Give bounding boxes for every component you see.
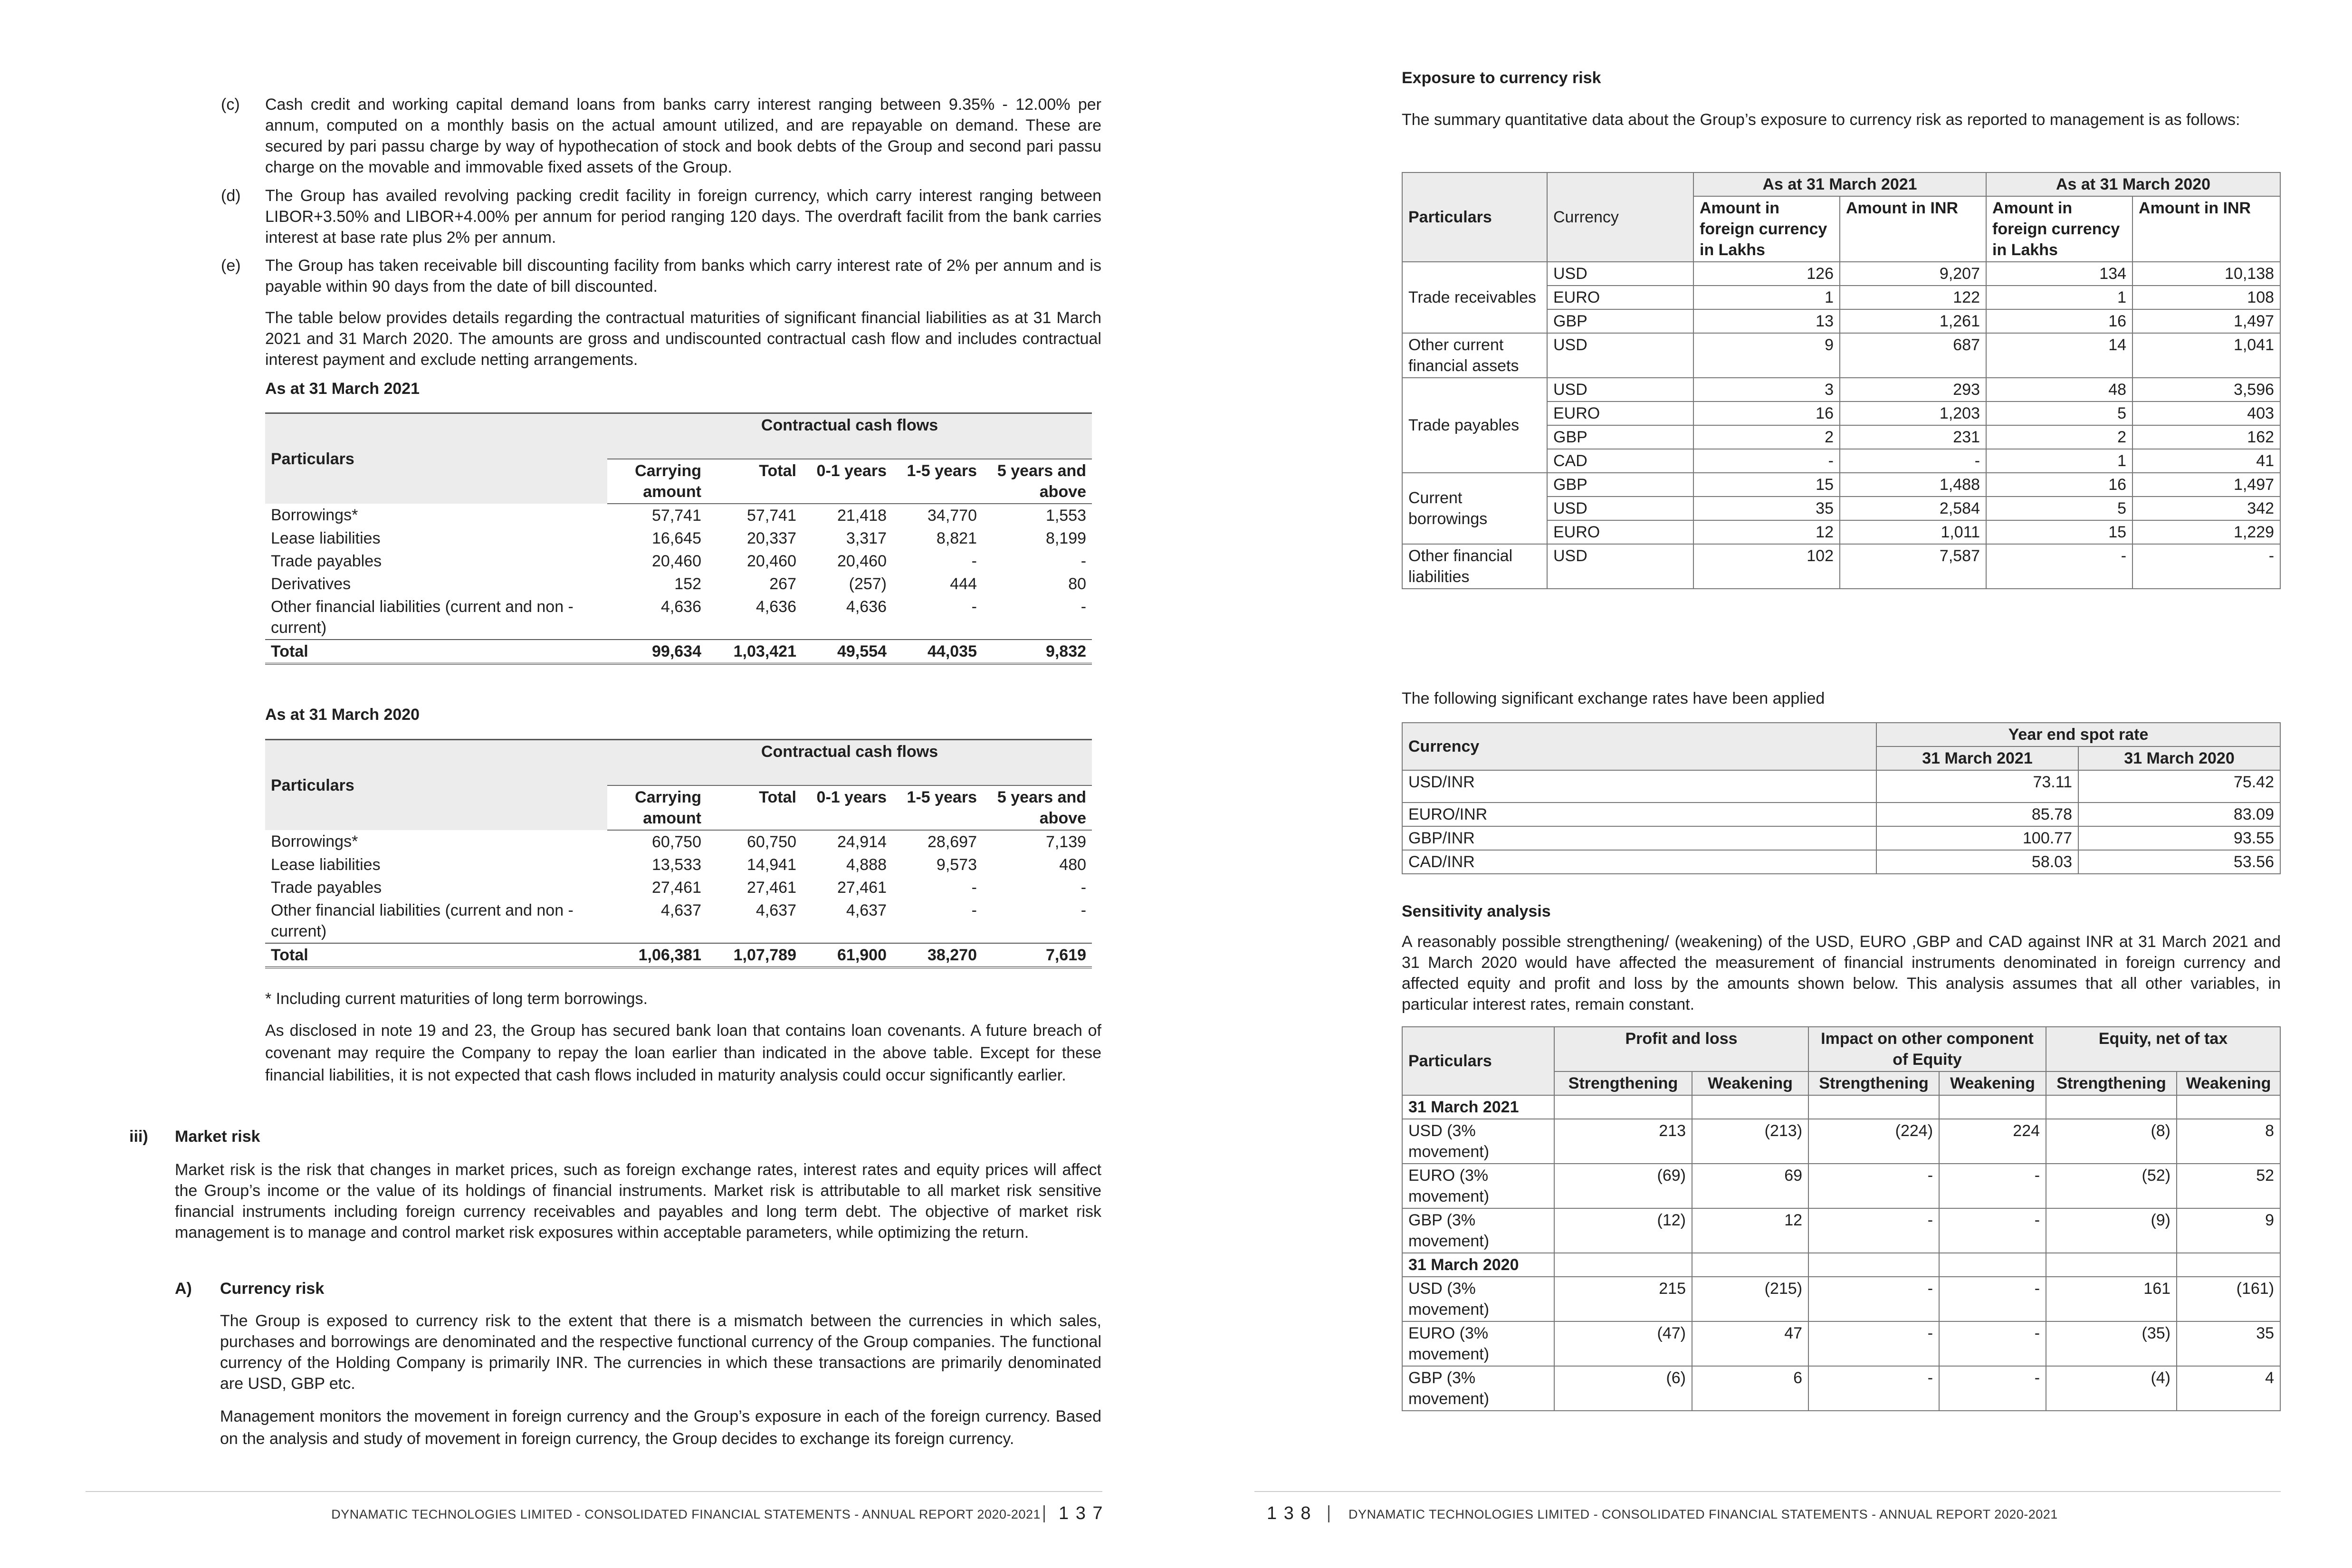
cell: (9) bbox=[2046, 1208, 2177, 1253]
cell: 20,460 bbox=[747, 552, 796, 570]
cell: 1,03,421 bbox=[707, 640, 802, 664]
cell: 4,888 bbox=[846, 856, 887, 874]
cell: 1 bbox=[1986, 286, 2132, 309]
cell: 122 bbox=[1840, 286, 1986, 309]
currency-cell: USD bbox=[1547, 333, 1693, 378]
cell: - bbox=[971, 552, 977, 570]
row-label: Borrowings* bbox=[271, 832, 358, 851]
cell: 444 bbox=[950, 575, 977, 593]
particulars-header: Particulars bbox=[1402, 1027, 1554, 1095]
exposure-heading: Exposure to currency risk bbox=[1402, 69, 1601, 87]
exposure-intro: The summary quantitative data about the Group’s exposure to currency risk as reported to management is as follows: bbox=[1402, 111, 2240, 129]
currency-cell: USD bbox=[1547, 544, 1693, 589]
market-risk-heading: Market risk bbox=[175, 1128, 260, 1146]
cell: 8,821 bbox=[936, 529, 977, 547]
cell: 99,634 bbox=[607, 640, 707, 664]
cell: 1,07,789 bbox=[707, 943, 802, 967]
row-label: Other financial liabilities (current and non - current) bbox=[271, 901, 574, 940]
cell: 4,637 bbox=[755, 901, 796, 919]
cell: (35) bbox=[2046, 1321, 2177, 1366]
sensitivity-text: A reasonably possible strengthening/ (weakening) of the USD, EURO ,GBP and CAD against INR at 31 March 2021 and 31 March 2020 would have affected the measurement of financial instruments denominated in foreign currency and affected equity and profit and loss by the amounts shown below. This analysis assumes that all other variables, in particular interest rates, remain constant. bbox=[1402, 933, 2281, 1013]
cell: - bbox=[1808, 1164, 1939, 1208]
cell: 5 bbox=[1986, 402, 2132, 425]
contractual-cash-flows-header: Contractual cash flows bbox=[761, 743, 938, 761]
section-label: 31 March 2021 bbox=[1402, 1095, 1554, 1119]
row-label: Other financial liabilities (current and non - current) bbox=[271, 598, 574, 637]
cell: - bbox=[1939, 1208, 2046, 1253]
currency-cell: USD bbox=[1547, 262, 1693, 286]
profit-loss-header: Profit and loss bbox=[1554, 1027, 1808, 1071]
cell: 224 bbox=[1939, 1119, 2046, 1164]
cell: 93.55 bbox=[2078, 826, 2280, 850]
page-number-right: 1 3 8 bbox=[1267, 1503, 1312, 1523]
table-row bbox=[1402, 770, 2280, 803]
cell: 100.77 bbox=[1876, 826, 2078, 850]
particulars-header: Particulars bbox=[271, 449, 354, 468]
cell: 73.11 bbox=[1876, 770, 2078, 803]
col-carrying-amount: Carrying amount bbox=[607, 459, 707, 504]
cell: - bbox=[971, 901, 977, 919]
rate-label: CAD/INR bbox=[1402, 850, 1876, 874]
cell: 2 bbox=[1986, 425, 2132, 449]
maturity-table-2021 bbox=[265, 412, 1092, 665]
section-row bbox=[1402, 1095, 2280, 1119]
cell: - bbox=[1080, 598, 1087, 616]
cell: 215 bbox=[1554, 1277, 1692, 1321]
table-row bbox=[1402, 262, 2280, 286]
covenant-text: As disclosed in note 19 and 23, the Group has secured bank loan that contains loan covenants. A future breach of covenant may require the Company to repay the loan earlier than indicated in the above table. Except for these financial liabilities, it is not expected that cash flows included in maturity analysis could occur significantly earlier. bbox=[265, 1022, 1101, 1084]
col-foreign-2021: Amount in foreign currency in Lakhs bbox=[1693, 196, 1840, 262]
col-2021: 31 March 2021 bbox=[1876, 746, 2078, 770]
table-2020-heading: As at 31 March 2020 bbox=[265, 706, 420, 724]
sensitivity-table bbox=[1402, 1026, 2281, 1411]
maturity-intro: The table below provides details regarding the contractual maturities of significant financial liabilities as at 31 March 2021 and 31 March 2020. The amounts are gross and undiscounted contractual cash flow and includes contractual interest payment and exclude netting arrangements. bbox=[265, 309, 1101, 369]
cell: 1 bbox=[1693, 286, 1840, 309]
note-e-text: The Group has taken receivable bill discounting facility from banks which carry interest rate of 2% per annum and is payable within 90 days from the date of bill discounted. bbox=[265, 257, 1101, 296]
cell: 9 bbox=[1693, 333, 1840, 378]
col-weakening: Weakening bbox=[1939, 1071, 2046, 1095]
group-label: Current borrowings bbox=[1402, 473, 1547, 544]
row-label: USD (3% movement) bbox=[1402, 1119, 1554, 1164]
particulars-header: Particulars bbox=[271, 776, 354, 794]
cell: 27,461 bbox=[747, 879, 796, 897]
maturity-table-2020 bbox=[265, 739, 1092, 968]
cell: (69) bbox=[1554, 1164, 1692, 1208]
currency-header: Currency bbox=[1402, 723, 1876, 770]
cell: - bbox=[2132, 544, 2280, 589]
contractual-cash-flows-header: Contractual cash flows bbox=[761, 416, 938, 434]
footer-left-text: DYNAMATIC TECHNOLOGIES LIMITED - CONSOLIDATED FINANCIAL STATEMENTS - ANNUAL REPORT 2020-2021 bbox=[331, 1507, 1041, 1521]
currency-cell: EURO bbox=[1547, 520, 1693, 544]
note-d-text: The Group has availed revolving packing credit facility in foreign currency, which carry interest ranging between LIBOR+3.50% and LIBOR+4.00% per annum for period ranging 120 days. The overdraft facilit from the bank carries interest at base rate plus 2% per annum. bbox=[265, 187, 1101, 247]
cell: - bbox=[1939, 1277, 2046, 1321]
table-row bbox=[1402, 826, 2280, 850]
currency-cell: GBP bbox=[1547, 309, 1693, 333]
rates-intro: The following significant exchange rates have been applied bbox=[1402, 689, 1825, 708]
note-c-label: (c) bbox=[221, 96, 240, 114]
cell: 16,645 bbox=[652, 529, 701, 547]
cell: 4 bbox=[2177, 1366, 2280, 1411]
cell: 60,750 bbox=[652, 833, 701, 851]
cell: 9,832 bbox=[983, 640, 1092, 664]
group-label: Other financial liabilities bbox=[1402, 544, 1547, 589]
cell: - bbox=[1080, 901, 1087, 919]
rate-label: GBP/INR bbox=[1402, 826, 1876, 850]
cell: 47 bbox=[1692, 1321, 1808, 1366]
col-strengthening: Strengthening bbox=[1808, 1071, 1939, 1095]
table-row bbox=[265, 876, 1092, 899]
cell: 15 bbox=[1986, 520, 2132, 544]
cell: - bbox=[1986, 544, 2132, 589]
cell: 12 bbox=[1692, 1208, 1808, 1253]
cell: 7,587 bbox=[1840, 544, 1986, 589]
col-foreign-2020: Amount in foreign currency in Lakhs bbox=[1986, 196, 2132, 262]
cell: 2 bbox=[1693, 425, 1840, 449]
table-row bbox=[1402, 1119, 2280, 1164]
cell: (6) bbox=[1554, 1366, 1692, 1411]
row-label: Lease liabilities bbox=[271, 856, 381, 874]
cell: 48 bbox=[1986, 378, 2132, 402]
cell: 3,596 bbox=[2132, 378, 2280, 402]
col-weakening: Weakening bbox=[1692, 1071, 1808, 1095]
currency-risk-heading: Currency risk bbox=[220, 1280, 325, 1298]
cell: 9,573 bbox=[936, 856, 977, 874]
cell: 2,584 bbox=[1840, 497, 1986, 520]
group-label: Trade receivables bbox=[1402, 262, 1547, 333]
cell: (47) bbox=[1554, 1321, 1692, 1366]
cell: 13 bbox=[1693, 309, 1840, 333]
cell: 52 bbox=[2177, 1164, 2280, 1208]
cell: - bbox=[1808, 1277, 1939, 1321]
row-label: Total bbox=[265, 640, 607, 664]
footer-rule-left bbox=[86, 1491, 1102, 1492]
row-label: EURO (3% movement) bbox=[1402, 1164, 1554, 1208]
cell: (257) bbox=[849, 575, 887, 593]
currency-cell: EURO bbox=[1547, 286, 1693, 309]
cell: 1,203 bbox=[1840, 402, 1986, 425]
market-risk-text: Market risk is the risk that changes in market prices, such as foreign exchange rates, interest rates and equity prices will affect the Group’s income or the value of its holdings of financial instruments. Market risk is attributable to all market risk sensitive financial instruments including foreign currency receivables and payables and long term debt. The objective of market risk management is to manage and control market risk exposures within acceptable parameters, while optimizing the return. bbox=[175, 1161, 1101, 1242]
cell: 4,637 bbox=[660, 901, 701, 919]
cell: 3,317 bbox=[846, 529, 887, 547]
cell: 6 bbox=[1692, 1366, 1808, 1411]
col-5-years-above: 5 years and above bbox=[983, 459, 1092, 504]
table-row bbox=[265, 899, 1092, 943]
table-2021-heading: As at 31 March 2021 bbox=[265, 380, 420, 398]
footer-divider-right bbox=[1328, 1505, 1329, 1522]
cell: 5 bbox=[1986, 497, 2132, 520]
rate-label: EURO/INR bbox=[1402, 803, 1876, 826]
cell: 403 bbox=[2132, 402, 2280, 425]
currency-cell: CAD bbox=[1547, 449, 1693, 473]
cell: 10,138 bbox=[2132, 262, 2280, 286]
col-1-5-years: 1-5 years bbox=[892, 785, 983, 830]
row-label: Total bbox=[265, 943, 607, 967]
cell: 41 bbox=[2132, 449, 2280, 473]
cell: 85.78 bbox=[1876, 803, 2078, 826]
rate-label: USD/INR bbox=[1402, 770, 1876, 803]
cell: 161 bbox=[2046, 1277, 2177, 1321]
cell: 4,637 bbox=[846, 901, 887, 919]
cell: (224) bbox=[1808, 1119, 1939, 1164]
cell: 53.56 bbox=[2078, 850, 2280, 874]
cell: 1,497 bbox=[2132, 309, 2280, 333]
cell: 24,914 bbox=[837, 833, 887, 851]
cell: 8 bbox=[2177, 1119, 2280, 1164]
cell: 58.03 bbox=[1876, 850, 2078, 874]
cell: 4,636 bbox=[755, 598, 796, 616]
col-weakening: Weakening bbox=[2177, 1071, 2280, 1095]
market-risk-number: iii) bbox=[129, 1128, 148, 1146]
currency-cell: EURO bbox=[1547, 402, 1693, 425]
table-row bbox=[265, 527, 1092, 550]
cell: (4) bbox=[2046, 1366, 2177, 1411]
cell: 61,900 bbox=[802, 943, 892, 967]
spot-rate-header: Year end spot rate bbox=[1876, 723, 2280, 746]
cell: 13,533 bbox=[652, 856, 701, 874]
cell: (213) bbox=[1692, 1119, 1808, 1164]
cell: 12 bbox=[1693, 520, 1840, 544]
cell: 35 bbox=[1693, 497, 1840, 520]
cell: 1,06,381 bbox=[607, 943, 707, 967]
cell: 213 bbox=[1554, 1119, 1692, 1164]
borrowings-footnote: * Including current maturities of long term borrowings. bbox=[265, 990, 648, 1008]
cell: - bbox=[1939, 1164, 2046, 1208]
currency-cell: USD bbox=[1547, 497, 1693, 520]
cell: 80 bbox=[1068, 575, 1087, 593]
section-label: 31 March 2020 bbox=[1402, 1253, 1554, 1277]
cell: 34,770 bbox=[927, 507, 977, 525]
currency-cell: GBP bbox=[1547, 473, 1693, 497]
cell: 108 bbox=[2132, 286, 2280, 309]
cell: 14 bbox=[1986, 333, 2132, 378]
period-2020-header: As at 31 March 2020 bbox=[1986, 172, 2280, 196]
cell: - bbox=[1808, 1321, 1939, 1366]
cell: (215) bbox=[1692, 1277, 1808, 1321]
cell: 4,636 bbox=[660, 598, 701, 616]
cell: 20,460 bbox=[837, 552, 887, 570]
cell: 1,497 bbox=[2132, 473, 2280, 497]
col-inr-2020: Amount in INR bbox=[2132, 196, 2280, 262]
cell: 1,488 bbox=[1840, 473, 1986, 497]
cell: (161) bbox=[2177, 1277, 2280, 1321]
cell: 162 bbox=[2132, 425, 2280, 449]
currency-exposure-table bbox=[1402, 172, 2281, 589]
total-row bbox=[265, 943, 1092, 967]
cell: 9 bbox=[2177, 1208, 2280, 1253]
cell: - bbox=[971, 879, 977, 897]
cell: 16 bbox=[1693, 402, 1840, 425]
page-number-left: 1 3 7 bbox=[1059, 1503, 1104, 1523]
cell: 57,741 bbox=[747, 507, 796, 525]
row-label: GBP (3% movement) bbox=[1402, 1366, 1554, 1411]
cell: (52) bbox=[2046, 1164, 2177, 1208]
table-row bbox=[1402, 1321, 2280, 1366]
row-label: Trade payables bbox=[271, 552, 382, 570]
cell: 7,139 bbox=[1045, 833, 1087, 851]
cell: 27,461 bbox=[652, 879, 701, 897]
cell: 28,697 bbox=[927, 833, 977, 851]
row-label: EURO (3% movement) bbox=[1402, 1321, 1554, 1366]
col-0-1-years: 0-1 years bbox=[802, 459, 892, 504]
cell: - bbox=[1808, 1366, 1939, 1411]
cell: 1,261 bbox=[1840, 309, 1986, 333]
row-label: USD (3% movement) bbox=[1402, 1277, 1554, 1321]
group-label: Trade payables bbox=[1402, 378, 1547, 473]
table-row bbox=[1402, 1208, 2280, 1253]
table-row bbox=[265, 595, 1092, 640]
cell: (12) bbox=[1554, 1208, 1692, 1253]
cell: 16 bbox=[1986, 473, 2132, 497]
cell: 14,941 bbox=[747, 856, 796, 874]
cell: 20,337 bbox=[747, 529, 796, 547]
note-e-label: (e) bbox=[221, 257, 241, 275]
cell: 480 bbox=[1059, 856, 1087, 874]
row-label: Lease liabilities bbox=[271, 529, 381, 547]
currency-header: Currency bbox=[1547, 172, 1693, 262]
col-total: Total bbox=[707, 459, 802, 504]
sensitivity-heading: Sensitivity analysis bbox=[1402, 902, 1551, 920]
cell: 69 bbox=[1692, 1164, 1808, 1208]
row-label: GBP (3% movement) bbox=[1402, 1208, 1554, 1253]
exchange-rates-table bbox=[1402, 722, 2281, 874]
cell: - bbox=[1939, 1366, 2046, 1411]
cell: 8,199 bbox=[1045, 529, 1087, 547]
table-row bbox=[1402, 1366, 2280, 1411]
col-5-years-above: 5 years and above bbox=[983, 785, 1092, 830]
cell: 15 bbox=[1693, 473, 1840, 497]
table-row bbox=[1402, 803, 2280, 826]
cell: 231 bbox=[1840, 425, 1986, 449]
cell: 7,619 bbox=[983, 943, 1092, 967]
row-label: Derivatives bbox=[271, 575, 351, 593]
particulars-header: Particulars bbox=[1402, 172, 1547, 262]
table-row bbox=[1402, 333, 2280, 378]
currency-risk-para-2: Management monitors the movement in foreign currency and the Group’s exposure in each of the foreign currency. Based on the analysis and study of movement in foreign currency, the Group decides to exchange its foreign currency. bbox=[220, 1407, 1101, 1448]
cell: 27,461 bbox=[837, 879, 887, 897]
col-strengthening: Strengthening bbox=[1554, 1071, 1692, 1095]
cell: - bbox=[1693, 449, 1840, 473]
currency-cell: USD bbox=[1547, 378, 1693, 402]
table-row bbox=[265, 550, 1092, 573]
cell: 60,750 bbox=[747, 833, 796, 851]
other-equity-header: Impact on other component of Equity bbox=[1808, 1027, 2046, 1071]
cell: 9,207 bbox=[1840, 262, 1986, 286]
cell: 35 bbox=[2177, 1321, 2280, 1366]
equity-net-tax-header: Equity, net of tax bbox=[2046, 1027, 2280, 1071]
cell: 293 bbox=[1840, 378, 1986, 402]
section-row bbox=[1402, 1253, 2280, 1277]
table-row bbox=[265, 830, 1092, 853]
cell: 1,011 bbox=[1840, 520, 1986, 544]
cell: 126 bbox=[1693, 262, 1840, 286]
note-d-label: (d) bbox=[221, 187, 241, 205]
note-c-text: Cash credit and working capital demand loans from banks carry interest ranging between 9.35% - 12.00% per annum, computed on a monthly basis on the actual amount utilized, and are repayable on demand. These are secured by pari passu charge by way of hypothecation of stock and book debts of the Group and second pari passu charge on the movable and immovable fixed assets of the Group. bbox=[265, 96, 1101, 176]
col-total: Total bbox=[707, 785, 802, 830]
cell: 102 bbox=[1693, 544, 1840, 589]
cell: - bbox=[1080, 879, 1087, 897]
table-row bbox=[265, 573, 1092, 595]
cell: 83.09 bbox=[2078, 803, 2280, 826]
footer-right-text: DYNAMATIC TECHNOLOGIES LIMITED - CONSOLIDATED FINANCIAL STATEMENTS - ANNUAL REPORT 2020-2021 bbox=[1348, 1507, 2058, 1521]
cell: 4,636 bbox=[846, 598, 887, 616]
cell: 75.42 bbox=[2078, 770, 2280, 803]
col-carrying-amount: Carrying amount bbox=[607, 785, 707, 830]
period-2021-header: As at 31 March 2021 bbox=[1693, 172, 1986, 196]
cell: - bbox=[1840, 449, 1986, 473]
table-row bbox=[1402, 378, 2280, 402]
cell: (8) bbox=[2046, 1119, 2177, 1164]
col-strengthening: Strengthening bbox=[2046, 1071, 2177, 1095]
table-row bbox=[1402, 1277, 2280, 1321]
col-2020: 31 March 2020 bbox=[2078, 746, 2280, 770]
table-row bbox=[265, 853, 1092, 876]
cell: 1,041 bbox=[2132, 333, 2280, 378]
cell: - bbox=[971, 598, 977, 616]
cell: 1,229 bbox=[2132, 520, 2280, 544]
cell: 16 bbox=[1986, 309, 2132, 333]
cell: 21,418 bbox=[837, 507, 887, 525]
col-1-5-years: 1-5 years bbox=[892, 459, 983, 504]
table-row bbox=[1402, 544, 2280, 589]
cell: - bbox=[1080, 552, 1087, 570]
cell: 1,553 bbox=[1045, 507, 1087, 525]
total-row bbox=[265, 640, 1092, 664]
cell: 134 bbox=[1986, 262, 2132, 286]
cell: - bbox=[1939, 1321, 2046, 1366]
table-row bbox=[1402, 1164, 2280, 1208]
cell: 267 bbox=[769, 575, 796, 593]
cell: 687 bbox=[1840, 333, 1986, 378]
footer-rule-right bbox=[1254, 1491, 2281, 1492]
row-label: Borrowings* bbox=[271, 506, 358, 524]
cell: 3 bbox=[1693, 378, 1840, 402]
cell: 152 bbox=[674, 575, 701, 593]
cell: 44,035 bbox=[892, 640, 983, 664]
cell: 38,270 bbox=[892, 943, 983, 967]
table-row bbox=[1402, 473, 2280, 497]
table-row bbox=[1402, 850, 2280, 874]
cell: 342 bbox=[2132, 497, 2280, 520]
cell: 49,554 bbox=[802, 640, 892, 664]
currency-cell: GBP bbox=[1547, 425, 1693, 449]
table-row bbox=[265, 504, 1092, 527]
currency-risk-para-1: The Group is exposed to currency risk to the extent that there is a mismatch between the currencies in which sales, purchases and borrowings are denominated and the respective functional currency of the Group companies. The functional currency of the Holding Company is primarily INR. The currencies in which these transactions are primarily denominated are USD, GBP etc. bbox=[220, 1312, 1101, 1393]
footer-divider-left bbox=[1043, 1505, 1045, 1522]
cell: 1 bbox=[1986, 449, 2132, 473]
row-label: Trade payables bbox=[271, 879, 382, 897]
col-0-1-years: 0-1 years bbox=[802, 785, 892, 830]
group-label: Other current financial assets bbox=[1402, 333, 1547, 378]
cell: 20,460 bbox=[652, 552, 701, 570]
col-inr-2021: Amount in INR bbox=[1840, 196, 1986, 262]
cell: 57,741 bbox=[652, 507, 701, 525]
currency-risk-number: A) bbox=[175, 1280, 192, 1298]
cell: - bbox=[1808, 1208, 1939, 1253]
